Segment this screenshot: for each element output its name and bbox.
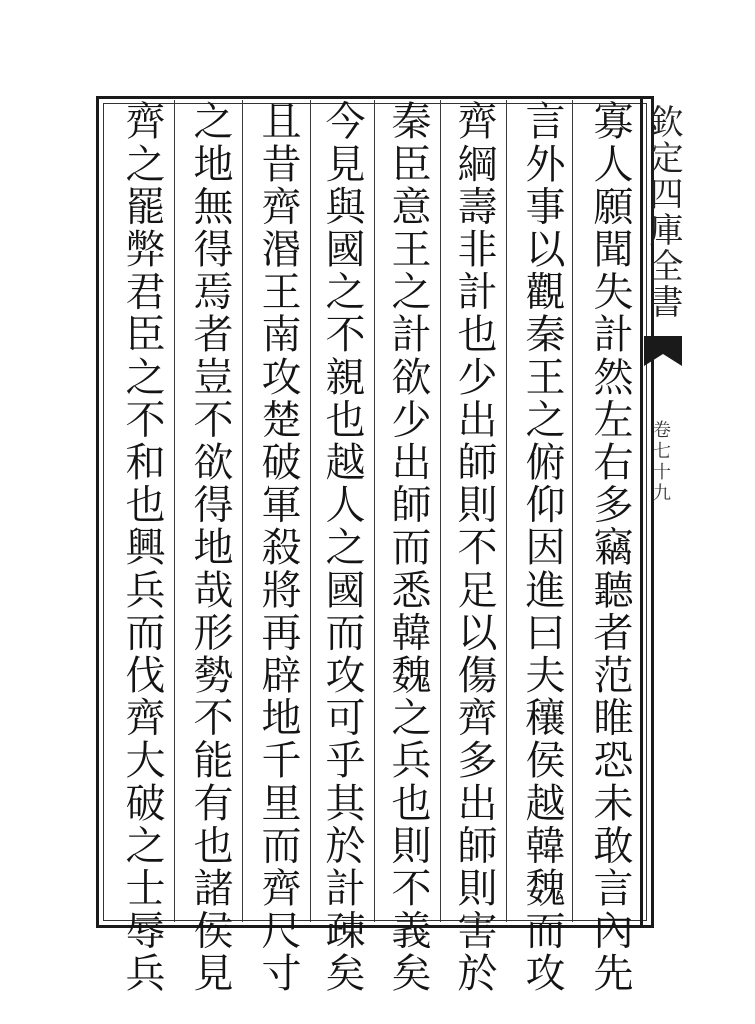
column-text: 之地無得焉者豈不欲得地哉形勢不能有也諸侯見 [187,100,233,995]
column-text: 今見與國之不親也越人之國而攻可乎其於計疎矣 [319,100,365,995]
text-column-7 [182,100,238,995]
page-frame [96,96,654,928]
column-text: 言外事以觀秦王之俯仰因進曰夫穰侯越韓魏而攻 [519,100,565,995]
column-rule [174,100,175,922]
column-rule [242,100,243,922]
column-text: 齊之罷弊君臣之不和也興兵而伐齊大破之士辱兵 [119,100,165,995]
juan-label: 卷七十九 [650,420,671,504]
column-rule [572,100,573,922]
text-column-8 [114,100,170,995]
text-column-5 [314,100,370,995]
text-column-3 [446,100,502,995]
fish-tail-mark [644,336,682,366]
text-column-2 [514,100,570,995]
column-text: 齊綱壽非計也少出師則不足以傷齊多出師則害於 [451,100,497,995]
column-text: 且昔齊湣王南攻楚破軍殺將再辟地千里而齊尺寸 [255,100,301,995]
column-rule [440,100,441,922]
text-column-1 [582,100,638,995]
column-text: 寡人願聞失計然左右多竊聽者范睢恐未敢言內先 [587,100,633,995]
column-rule [310,100,311,922]
column-rule [506,100,507,922]
text-column-6 [250,100,306,995]
column-text: 秦臣意王之計欲少出師而悉韓魏之兵也則不義矣 [385,100,431,995]
book-title: 欽定四庫全書 [643,104,683,320]
column-rule [374,100,375,922]
text-column-4 [380,100,436,995]
